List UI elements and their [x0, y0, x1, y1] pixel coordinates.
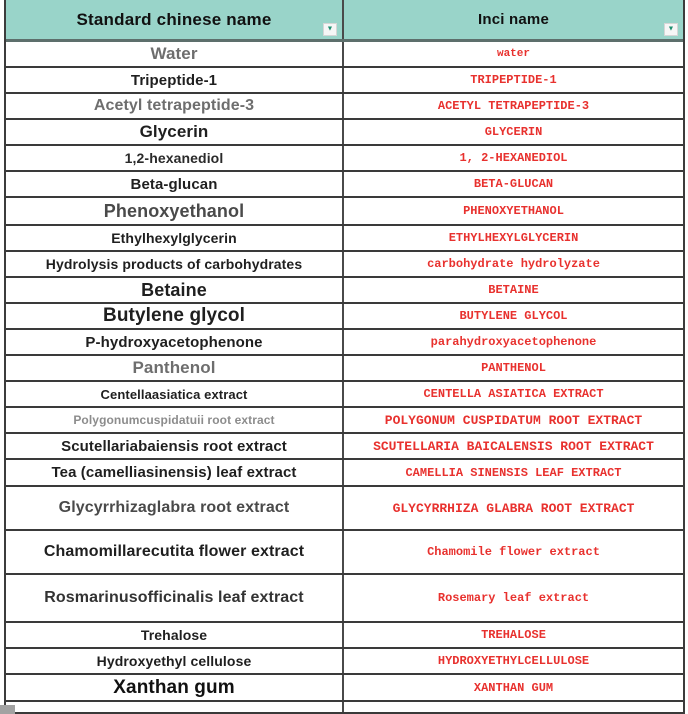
standard-name-cell[interactable]	[6, 304, 344, 328]
standard-name-text: Betaine	[141, 279, 207, 300]
inci-name-cell[interactable]	[344, 278, 683, 302]
header-cell-inci-name[interactable]	[344, 0, 683, 39]
table-row	[6, 42, 683, 68]
inci-name-cell[interactable]	[344, 675, 683, 700]
standard-name-cell[interactable]	[6, 252, 344, 276]
header-cell-standard-name[interactable]	[6, 0, 344, 39]
standard-name-cell[interactable]	[6, 460, 344, 485]
inci-name-cell[interactable]	[344, 382, 683, 406]
standard-name-cell[interactable]	[6, 649, 344, 673]
inci-name-cell[interactable]	[344, 623, 683, 647]
inci-name-cell[interactable]	[344, 531, 683, 573]
filter-dropdown-button-inci-name[interactable]	[664, 23, 678, 36]
standard-name-text: Water	[150, 44, 198, 63]
inci-name-text: Rosemary leaf extract	[437, 591, 590, 605]
standard-name-cell[interactable]	[6, 226, 344, 250]
standard-name-cell[interactable]	[6, 623, 344, 647]
table-row	[6, 356, 683, 382]
inci-name-cell[interactable]	[344, 146, 683, 170]
standard-name-text: Trehalose	[140, 627, 208, 643]
ingredient-table	[4, 0, 685, 714]
inci-name-text: PANTHENOL	[481, 361, 546, 375]
standard-name-text: P-hydroxyacetophenone	[85, 333, 263, 351]
table-body	[6, 42, 683, 714]
standard-name-text: Hydrolysis products of carbohydrates	[45, 256, 303, 272]
standard-name-text: Glycerin	[139, 122, 209, 141]
standard-name-cell[interactable]	[6, 42, 344, 66]
inci-name-cell[interactable]	[344, 304, 683, 328]
table-row	[6, 702, 683, 714]
standard-name-cell[interactable]	[6, 408, 344, 432]
table-row	[6, 623, 683, 649]
standard-name-cell[interactable]	[6, 487, 344, 529]
table-row	[6, 304, 683, 330]
inci-name-text: CAMELLIA SINENSIS LEAF EXTRACT	[405, 465, 622, 480]
standard-name-cell[interactable]	[6, 382, 344, 406]
inci-name-text: BUTYLENE GLYCOL	[459, 309, 568, 323]
standard-name-cell[interactable]	[6, 94, 344, 118]
standard-name-cell[interactable]	[6, 702, 344, 712]
inci-name-text: ACETYL TETRAPEPTIDE-3	[437, 99, 590, 113]
table-row	[6, 487, 683, 531]
standard-name-text: Rosmarinusofficinalis leaf extract	[44, 589, 304, 606]
standard-name-text: Polygonumcuspidatuii root extract	[73, 413, 275, 427]
standard-name-cell[interactable]	[6, 198, 344, 224]
table-row	[6, 649, 683, 675]
table-row	[6, 252, 683, 278]
table-row	[6, 531, 683, 575]
standard-name-cell[interactable]	[6, 531, 344, 573]
inci-name-text: PHENOXYETHANOL	[463, 204, 564, 218]
table-row	[6, 434, 683, 460]
inci-name-cell[interactable]	[344, 575, 683, 621]
standard-name-cell[interactable]	[6, 575, 344, 621]
inci-name-cell[interactable]	[344, 487, 683, 529]
standard-name-text: Glycyrrhizaglabra root extract	[58, 499, 290, 516]
table-row	[6, 408, 683, 434]
inci-name-text: GLYCYRRHIZA GLABRA ROOT EXTRACT	[392, 500, 635, 516]
inci-name-text: parahydroxyacetophenone	[430, 335, 597, 349]
inci-name-text: BETA-GLUCAN	[473, 177, 554, 191]
standard-name-cell[interactable]	[6, 68, 344, 92]
standard-name-text: Tea (camelliasinensis) leaf extract	[51, 464, 297, 481]
standard-name-cell[interactable]	[6, 675, 344, 700]
inci-name-cell[interactable]	[344, 172, 683, 196]
table-row	[6, 68, 683, 94]
standard-name-text: Scutellariabaiensis root extract	[61, 437, 287, 455]
inci-name-cell[interactable]	[344, 120, 683, 144]
inci-name-text: SCUTELLARIA BAICALENSIS ROOT EXTRACT	[373, 438, 654, 454]
inci-name-text: water	[496, 48, 530, 60]
inci-name-cell[interactable]	[344, 330, 683, 354]
inci-name-text: GLYCERIN	[484, 125, 543, 139]
standard-name-text: Tripeptide-1	[130, 71, 218, 89]
standard-name-header-label: Standard chinese name	[76, 9, 272, 29]
inci-name-cell[interactable]	[344, 94, 683, 118]
standard-name-text: Ethylhexylglycerin	[111, 230, 237, 246]
table-row	[6, 675, 683, 702]
standard-name-text: 1,2-hexanediol	[124, 150, 224, 166]
table-row	[6, 172, 683, 198]
filter-chevron-down-icon: ▼	[326, 25, 334, 33]
inci-name-cell[interactable]	[344, 434, 683, 458]
standard-name-text: Xanthan gum	[113, 676, 235, 698]
inci-name-cell[interactable]	[344, 42, 683, 66]
inci-name-text: BETAINE	[488, 283, 539, 297]
inci-name-text: XANTHAN GUM	[473, 680, 554, 695]
table-header-row	[6, 0, 683, 42]
standard-name-cell[interactable]	[6, 146, 344, 170]
inci-name-text: 1, 2-HEXANEDIOL	[459, 151, 568, 165]
table-row	[6, 198, 683, 226]
filter-chevron-down-icon: ▼	[667, 25, 675, 33]
table-row	[6, 146, 683, 172]
inci-name-cell[interactable]	[344, 356, 683, 380]
standard-name-text: Butylene glycol	[103, 305, 245, 326]
standard-name-text: Hydroxyethyl cellulose	[96, 653, 252, 669]
table-row	[6, 460, 683, 487]
inci-name-text: Chamomile flower extract	[427, 545, 600, 559]
standard-name-cell[interactable]	[6, 434, 344, 458]
inci-name-cell[interactable]	[344, 198, 683, 224]
inci-name-text: TRIPEPTIDE-1	[470, 73, 557, 87]
standard-name-text: Beta-glucan	[130, 175, 218, 193]
table-row	[6, 94, 683, 120]
scroll-corner	[0, 705, 15, 714]
table-row	[6, 120, 683, 146]
inci-name-header-label: Inci name	[478, 11, 549, 28]
table-row	[6, 382, 683, 408]
inci-name-text: carbohydrate hydrolyzate	[427, 257, 600, 271]
inci-name-cell[interactable]	[344, 460, 683, 485]
standard-name-text: Acetyl tetrapeptide-3	[93, 97, 255, 114]
table-row	[6, 226, 683, 252]
standard-name-text: Centellaasiatica extract	[100, 386, 248, 402]
inci-name-cell[interactable]	[344, 702, 683, 712]
inci-name-text: TREHALOSE	[481, 628, 546, 642]
inci-name-cell[interactable]	[344, 649, 683, 673]
inci-name-text: HYDROXYETHYLCELLULOSE	[437, 654, 590, 668]
standard-name-cell[interactable]	[6, 278, 344, 302]
standard-name-cell[interactable]	[6, 172, 344, 196]
inci-name-text: ETHYLHEXYLGLYCERIN	[448, 231, 579, 245]
inci-name-cell[interactable]	[344, 408, 683, 432]
filter-dropdown-button-standard-name[interactable]	[323, 23, 337, 36]
standard-name-cell[interactable]	[6, 356, 344, 380]
standard-name-cell[interactable]	[6, 120, 344, 144]
inci-name-cell[interactable]	[344, 252, 683, 276]
standard-name-text: Panthenol	[132, 358, 216, 377]
table-row	[6, 278, 683, 304]
standard-name-cell[interactable]	[6, 330, 344, 354]
inci-name-text: POLYGONUM CUSPIDATUM ROOT EXTRACT	[384, 412, 643, 428]
inci-name-cell[interactable]	[344, 226, 683, 250]
standard-name-text: Phenoxyethanol	[103, 200, 245, 221]
table-row	[6, 330, 683, 356]
table-row	[6, 575, 683, 623]
inci-name-text: CENTELLA ASIATICA EXTRACT	[423, 387, 604, 401]
standard-name-text: Chamomillarecutita flower extract	[43, 543, 305, 560]
inci-name-cell[interactable]	[344, 68, 683, 92]
